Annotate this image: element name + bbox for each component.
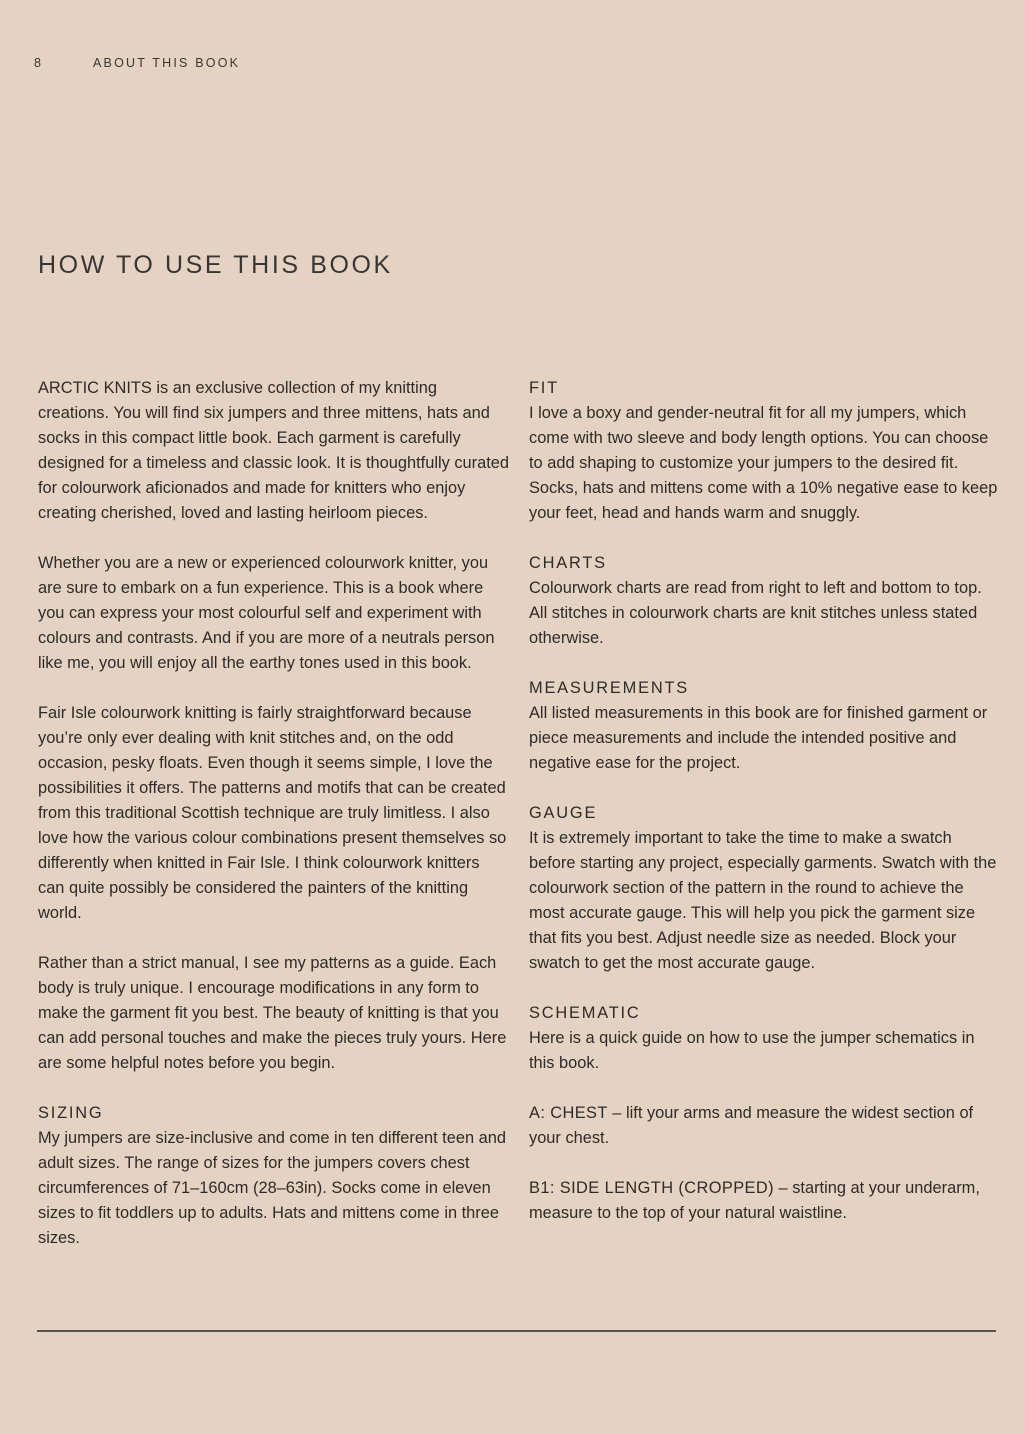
sizing-body: My jumpers are size-inclusive and come in ten different teen and adult sizes. The range of sizes for the jumpers covers chest circumferences of 71–160cm (28–63in). Socks come in eleven sizes to fit toddlers up to adults. Hats and mittens come in three sizes. — [38, 1129, 506, 1247]
page-title: HOW TO USE THIS BOOK — [38, 251, 393, 279]
footer-divider — [37, 1330, 996, 1332]
fit-section — [529, 376, 1001, 526]
page-number: 8 — [34, 56, 41, 70]
charts-section — [529, 551, 1001, 651]
schematic-item-side-length — [529, 1176, 1001, 1226]
schematic-body: Here is a quick guide on how to use the jumper schematics in this book. — [529, 1029, 975, 1072]
measurements-section — [529, 676, 1001, 776]
charts-heading: CHARTS — [529, 554, 607, 572]
right-column — [529, 376, 1001, 1226]
gauge-heading: GAUGE — [529, 804, 598, 822]
intro-paragraph: ARCTIC KNITS is an exclusive collection of my knitting creations. You will find six jumpers and three mittens, hats and socks in this compact little book. Each garment is carefully designed for a timeless and classic look. It is thoughtfully curated for colourwork aficionados and made for knitters who enjoy creating cherished, loved and lasting heirloom pieces. — [38, 379, 510, 522]
gauge-section — [529, 801, 1001, 976]
section-title: ABOUT THIS BOOK — [93, 56, 241, 70]
sizing-heading: SIZING — [38, 1104, 104, 1122]
schematic-heading: SCHEMATIC — [529, 1004, 641, 1022]
fit-heading: FIT — [529, 379, 559, 397]
schematic-section — [529, 1001, 1001, 1076]
experience-paragraph: Whether you are a new or experienced colourwork knitter, you are sure to embark on a fun experience. This is a book where you can express your most colourful self and experiment with colours and contrasts. And if you are more of a neutrals person like me, you will enjoy all the earthy tones used in this book. — [38, 554, 495, 672]
chest-text: – lift your arms and measure the widest section of your chest. — [529, 1104, 974, 1147]
measurements-heading: MEASUREMENTS — [529, 679, 690, 697]
fair-isle-paragraph: Fair Isle colourwork knitting is fairly straightforward because you’re only ever dealing with knit stitches and, on the odd occasion, pesky floats. Even though it seems simple, I love the possibilities it offers. The patterns and motifs that can be created from this traditional Scottish technique are truly limitless. I also love how the various colour combinations present themselves so differently when knitted in Fair Isle. I think colourwork knitters can quite possibly be considered the painters of the knitting world. — [38, 704, 507, 922]
schematic-item-chest — [529, 1101, 1001, 1151]
charts-body: Colourwork charts are read from right to left and bottom to top. All stitches in colourwork charts are knit stitches unless stated otherwise. — [529, 579, 982, 647]
left-column — [38, 376, 510, 1251]
gauge-body: It is extremely important to take the time to make a swatch before starting any project, especially garments. Swatch with the colourwork section of the pattern in the round to achieve the most accurate gauge. This will help you pick the garment size that fits you best. Adjust needle size as needed. Block your swatch to get the most accurate gauge. — [529, 829, 997, 972]
fit-body: I love a boxy and gender-neutral fit for all my jumpers, which come with two sleeve and body length options. You can choose to add shaping to customize your jumpers to the desired fit. Socks, hats and mittens come with a 10% negative ease to keep your feet, head and hands warm and snuggly. — [529, 404, 998, 522]
sizing-section — [38, 1101, 510, 1251]
side-length-text: – starting at your underarm, measure to the top of your natural waistline. — [529, 1179, 980, 1222]
side-length-label: B1: SIDE LENGTH (CROPPED) — [529, 1179, 774, 1197]
measurements-body: All listed measurements in this book are for finished garment or piece measurements and include the intended positive and negative ease for the project. — [529, 704, 988, 772]
guide-paragraph: Rather than a strict manual, I see my patterns as a guide. Each body is truly unique. I encourage modifications in any form to make the garment fit you best. The beauty of knitting is that you can add personal touches and make the pieces truly yours. Here are some helpful notes before you begin. — [38, 954, 507, 1072]
chest-label: A: CHEST — [529, 1104, 608, 1122]
